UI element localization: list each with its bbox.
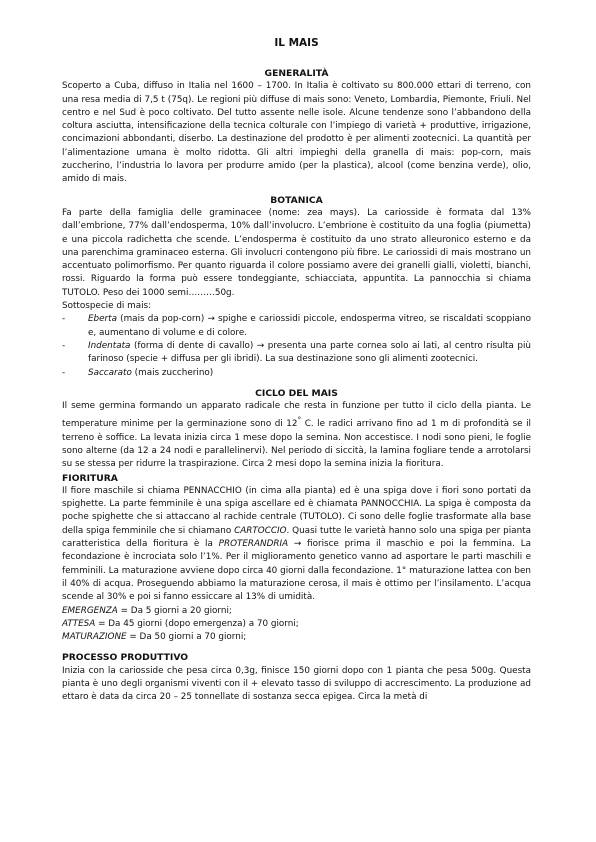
ciclo-paragraph bbox=[62, 400, 531, 471]
section-heading-botanica: BOTANICA bbox=[270, 194, 323, 206]
subspecies-intro: Sottospecie di mais: bbox=[62, 301, 152, 312]
processo-paragraph: Inizia con la cariosside che pesa circa 0,3g, finisce 150 giorni dopo con 1 pianta che pesa 500g. Questa pianta è uno degli organismi viventi con il + elevato tasso di sviluppo di accrescimento. La produzione ad ettaro è data da circa 20 – 25 tonnellate di sostanza secca epigea. Circa la metà di bbox=[62, 665, 531, 703]
cartoccio-term: CARTOCCIO bbox=[234, 525, 287, 536]
list-dash: - bbox=[62, 340, 66, 351]
ciclo-text-b: C. le radici arrivano fino ad 1 m di profondità se il terreno è soffice. La levata inizia circa 1 mese dopo la semina. Non accestisce. I nodi sono pieni, le foglie sono alterne (da 12 a 24 nodi e parallelinervi). Nel periodo di siccità, la lamina fogliare tende a arrotolarsi su se stessa per ridurre la traspirazione. Circa 2 mesi dopo la semina inizia la fioritura. bbox=[62, 419, 532, 470]
subspecies-desc: (forma di dente di cavallo) → presenta una parte cornea solo ai lati, al centro risulta più farinoso (specie + diffusa per gli ibridi). La sua destinazione sono gli alimenti zootecnici. bbox=[88, 340, 531, 365]
list-item bbox=[62, 340, 531, 367]
phase-attesa bbox=[62, 618, 531, 631]
subspecies-list bbox=[62, 313, 531, 379]
botanica-paragraph: Fa parte della famiglia delle graminacee (nome: zea mays). La cariosside è formata dal 13% dall’embrione, 77% dall’endosperma, 10% dall’involucro. L’embrione è costituito da una foglia (piumetta) e una piccola radichetta che scende. L’endosperma è costituito da uno strato alleuronico esterno e da una parenchima graminaceo esterna. Gli involucri contengono più fibre. Le cariossidi di mais mostrano un accentuato polimorfismo. Per quanto riguarda il colore possiamo avere dei granelli gialli, violetti, bianchi, rossi. Riguardo la forma può essere tondeggiante, schiacciata, appuntita. La pannocchia si chiama TUTOLO. Peso dei 1000 semi………50g. bbox=[62, 207, 531, 298]
phase-value: = Da 45 giorni (dopo emergenza) a 70 giorni; bbox=[95, 618, 299, 629]
phase-maturazione bbox=[62, 631, 531, 644]
section-heading-processo: PROCESSO PRODUTTIVO bbox=[62, 652, 189, 664]
generalita-paragraph: Scoperto a Cuba, diffuso in Italia nel 1600 – 1700. In Italia è coltivato su 800.000 ettari di terreno, con una resa media di 7,5 t (75q). Le regioni più diffuse di mais sono: Veneto, Lombardia, Piemonte, Friuli. Nel centro e nel Sud è poco coltivato. Del tutto assente nelle isole. Alcune tendenze sono l’abbandono della coltura asciutta, intensificazione della tecnica colturale con l’impiego di varietà + produttive, irrigazione, concimazioni abbondanti, diserbo. La destinazione del prodotto è per alimenti zootecnici. La quantità per l’alimentazione umana è molto ridotta. Gli altri impieghi della granella di mais: pop-corn, mais zuccherino, l’industria lo lavora per produrre amido (per la plastica), alcool (come benzina verde), olio, amido di mais. bbox=[62, 81, 531, 185]
phase-label: EMERGENZA bbox=[62, 605, 118, 616]
subspecies-name: Eberta bbox=[88, 314, 118, 325]
subspecies-name: Indentata bbox=[88, 340, 131, 351]
phase-label: ATTESA bbox=[62, 618, 96, 629]
degree-sign: ° bbox=[297, 415, 302, 425]
fioritura-paragraph bbox=[62, 485, 531, 605]
subspecies-desc: (mais da pop-corn) → spighe e cariossidi piccole, endosperma vitreo, se riscaldati scoppiano e, aumentano di volume e di colore. bbox=[88, 314, 531, 338]
ciclo-text-a: Il seme germina formando un apparato radicale che resta in funzione per tutto il ciclo della pianta. Le temperature minime per la germinazione sono di 12 bbox=[62, 401, 531, 430]
phase-value: = Da 5 giorni a 20 giorni; bbox=[117, 605, 232, 616]
phase-emergenza bbox=[62, 605, 531, 618]
section-heading-ciclo: CICLO DEL MAIS bbox=[255, 387, 338, 399]
list-dash: - bbox=[62, 367, 66, 378]
phase-label: MATURAZIONE bbox=[62, 632, 127, 643]
fioritura-text-a: Il fiore maschile si chiama PENNACCHIO (in cima alla pianta) ed è una spiga dove i fiori sono portati da spighette. La parte femminile è una spiga ascellare ed è chiamata PANNOCCHIA. La spiga è composta da poche spighette che si attaccano al rachide centrale (TUTOLO). Ci sono delle foglie trasformate alla base della spiga femminile che si chiamano bbox=[62, 485, 531, 536]
section-heading-fioritura: FIORITURA bbox=[62, 472, 118, 484]
subspecies-desc: (mais zuccherino) bbox=[131, 367, 214, 378]
subspecies-name: Saccarato bbox=[88, 367, 132, 378]
fioritura-text-c: → fiorisce prima il maschio e poi la femmina. La fecondazione è incrociata solo l’1%. Per il miglioramento genetico vanno ad asportare le parti maschili e femminili. La maturazione avviene dopo circa 40 giorni dalla fecondazione. 1° maturazione lattea con ben il 40% di acqua. Proseguendo abbiamo la maturazione cerosa, il mais è ottimo per l’insilamento. L’acqua scende al 30% e poi si fanno essiccare al 13% di umidità. bbox=[62, 539, 531, 603]
list-dash: - bbox=[62, 314, 66, 325]
fioritura-text-b: . Quasi tutte le varietà hanno solo una spiga per pianta caratteristica della fioritura è la bbox=[62, 525, 531, 550]
section-heading-generalita: GENERALITÀ bbox=[264, 68, 329, 79]
document-page bbox=[62, 36, 531, 705]
proterandria-term: PROTERANDRIA bbox=[218, 539, 289, 550]
list-item bbox=[62, 367, 531, 380]
page-title: IL MAIS bbox=[274, 37, 319, 49]
list-item bbox=[62, 313, 531, 340]
phase-value: = Da 50 giorni a 70 giorni; bbox=[126, 632, 247, 643]
